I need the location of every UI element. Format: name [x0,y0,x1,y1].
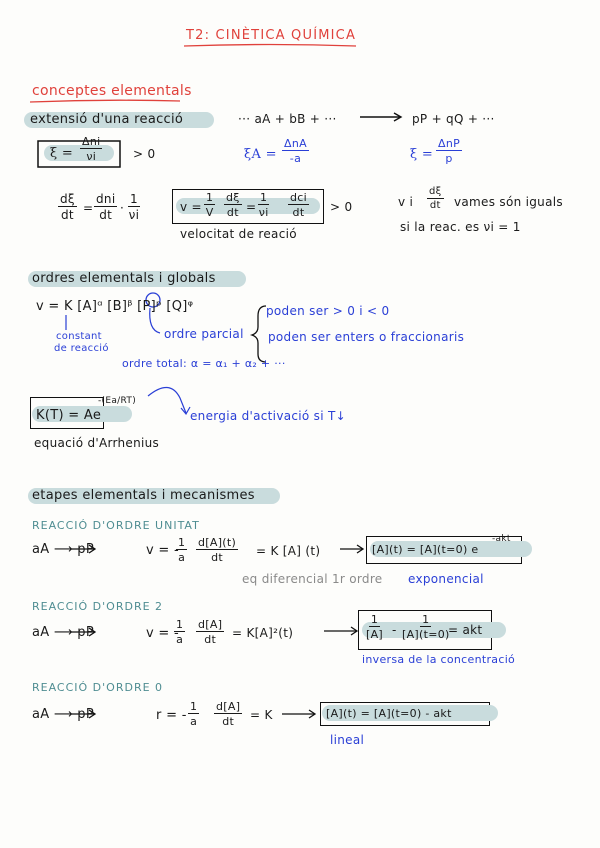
order0-d-den: dt [222,715,235,728]
v-inv-nu-num: 1 [260,191,268,204]
order2-inv-a-den: a [176,633,184,646]
order1-rate-right: = K [A] (t) [256,544,321,558]
activation-energy-note: energia d'activació si T↓ [190,409,346,423]
note-dxi-num: dξ [429,186,442,197]
order1-d-num: d[A](t) [198,536,237,549]
curly-brace [252,306,266,362]
note-prefix: v i [398,195,414,209]
v-volume: V [205,206,214,219]
eq-sign-1: = [83,201,94,215]
order2-minus: - [392,623,397,637]
order1-reaction: aA ⟶ pP [32,542,94,557]
order2-inv-conc-num: 1 [370,613,379,626]
xia-fraction [282,138,309,164]
inv-nu-num: 1 [130,192,138,206]
note-dxi-den: dt [429,200,441,211]
dot-1: · [120,201,125,215]
xip-left: ξ = [410,147,434,162]
order1-note-blue: exponencial [408,572,484,586]
velocity-condition: > 0 [330,200,353,214]
dxi-num: dξ [60,192,75,206]
order2-heading: REACCIÓ D'ORDRE 2 [32,600,164,613]
order2-derivative [196,619,224,645]
order0-rate-left: r = - [156,708,187,723]
order0-inv-a [188,701,199,727]
xip-den: p [445,152,453,165]
arrhenius-caption: equació d'Arrhenius [34,436,160,450]
order2-d-num: d[A] [198,618,223,631]
mechanisms-heading: etapes elementals i mecanismes [32,488,255,503]
v-dci [288,192,309,218]
xia-left: ξA = [244,147,277,162]
partial-order: ordre parcial [164,327,244,341]
order0-heading: REACCIÓ D'ORDRE 0 [32,681,164,694]
xi-num: Δni [82,135,101,148]
order2-inv-conc0-den: [A](t=0) [402,628,450,641]
order1-heading: REACCIÓ D'ORDRE UNITAT [32,519,200,532]
order1-note-grey: eq diferencial 1r ordre [242,572,383,586]
xi-den: νi [86,150,97,163]
dni-den: dt [99,208,113,222]
v-dci-num: dci [290,191,307,204]
total-order: ordre total: α = α₁ + α₂ + ··· [122,357,286,370]
dxi-den: dt [60,208,74,222]
v-inv-volume [204,192,215,218]
order0-inv-a-den: a [190,715,198,728]
v-inv-nu [258,192,269,218]
order1-derivative [196,537,238,563]
dni-num: dni [96,192,116,206]
constant-label-1: constant [56,331,102,342]
xi-left: ξ = [50,146,74,161]
order2-rate-left: v = - [146,626,180,641]
order1-inv-a-num: 1 [178,536,186,549]
xia-num: ΔnA [284,137,307,150]
dxi-fraction [58,193,77,221]
order0-derivative [214,701,242,727]
order2-inv-a-num: 1 [176,618,184,631]
order1-solution-exp: -akt [492,534,511,544]
eq-sign-2: = [246,200,257,214]
brace-line1: poden ser > 0 i < 0 [266,304,390,318]
order2-inv-conc [366,614,383,640]
note-dxi [427,187,444,211]
v-dxi [224,192,242,218]
activation-arrow [148,387,186,413]
v-inv-nu-den: νi [258,206,269,219]
v-dci-den: dt [292,206,305,219]
order2-inv-conc-den: [A] [366,628,384,641]
order2-d-den: dt [204,633,217,646]
order2-rate-right: = K[A]²(t) [232,626,294,640]
xip-num: ΔnP [438,137,461,150]
concepts-heading: conceptes elementals [32,83,192,99]
order0-reaction: aA ⟶ pP [32,707,94,722]
order0-solution: [A](t) = [A](t=0) - akt [326,707,452,720]
inv-nu-den: νi [128,208,140,222]
order1-d-den: dt [211,551,223,564]
xia-den: -a [289,152,302,165]
order2-inv-a [174,619,185,645]
note-line2: si la reac. es νi = 1 [400,220,521,234]
order1-solution: [A](t) = [A](t=0) e [372,543,479,556]
v-dxi-den: dt [226,206,239,219]
xi-condition: > 0 [133,147,156,161]
order2-note-blue: inversa de la concentració [362,653,516,666]
order2-sol-right: = akt [448,623,483,637]
order0-note-blue: lineal [330,733,365,747]
constant-label-2: de reacció [54,343,109,354]
v-dxi-num: dξ [226,191,240,204]
arrhenius-exponent: -(Ea/RT) [98,396,136,406]
velocity-left: v = [180,200,202,214]
order0-d-num: d[A] [216,700,241,713]
order1-inv-a [176,537,187,563]
reaction-products: pP + qQ + ··· [412,112,495,126]
note-line1: vames són iguals [454,195,563,209]
dni-fraction [94,193,117,221]
order1-inv-a-den: a [178,551,186,564]
brace-line2: poden ser enters o fraccionaris [268,330,465,344]
order2-inv-conc0 [402,614,450,640]
concepts-underline [30,100,180,102]
reaction-reactants: ··· aA + bB + ··· [238,112,337,126]
page-title: T2: CINÈTICA QUÍMICA [186,28,357,43]
xip-fraction [436,138,462,164]
arrhenius-equation: K(T) = Ae [36,408,102,423]
orders-heading: ordres elementals i globals [32,271,216,286]
order0-inv-a-num: 1 [190,700,198,713]
order0-rate-right: = K [250,708,273,722]
rate-law: v = K [A]ᵅ [B]ᵝ [P]ᵖ [Q]ᵠ [36,299,194,314]
v-one: 1 [206,191,214,204]
xi-fraction [80,136,102,162]
title-underline [184,45,356,47]
velocity-caption: velocitat de reació [180,227,297,241]
order2-reaction: aA ⟶ pP [32,625,94,640]
inv-nu-fraction [128,193,140,221]
extension-label: extensió d'una reacció [30,112,184,127]
order1-rate-left: v = - [146,543,180,558]
order2-inv-conc0-num: 1 [422,613,430,626]
